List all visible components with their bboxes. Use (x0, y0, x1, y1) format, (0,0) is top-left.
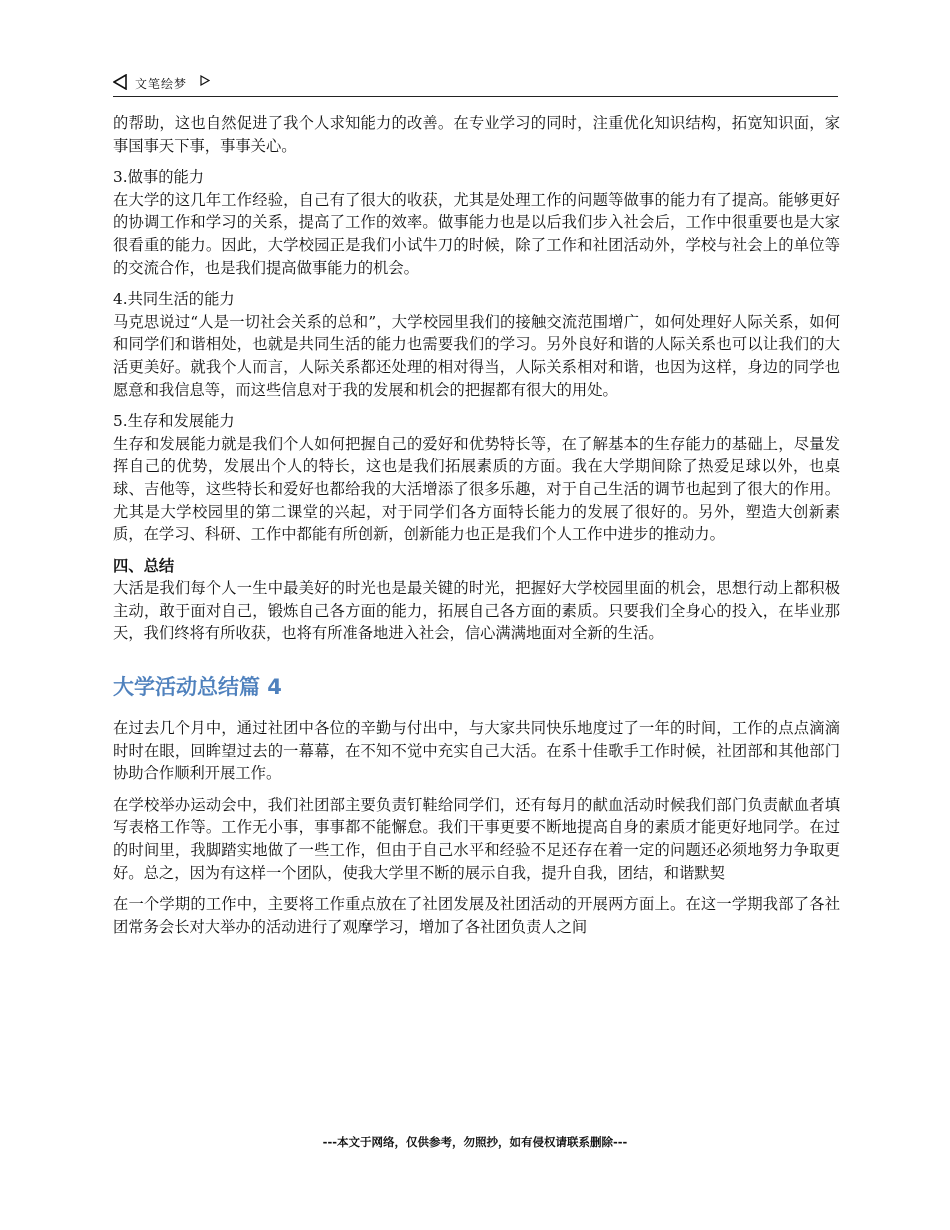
paragraph: 马克思说过“人是一切社会关系的总和”，大学校园里我们的接触交流范围增广，如何处理好人际关系，如何和同学们和谐相处，也就是共同生活的能力也需要我们的学习。另外良好和谐的人际关系也可以让我们的大活更美好。就我个人而言，人际关系都还处理的相对得当，人际关系相对和谐，也因为这样，身边的同学也愿意和我信息等，而这些信息对于我的发展和机会的把握都有很大的用处。 (113, 312, 840, 399)
paragraph: 大活是我们每个人一生中最美好的时光也是最关键的时光，把握好大学校园里面的机会，思想行动上都积极主动，敢于面对自己，锻炼自己各方面的能力，拓展自己各方面的素质。只要我们全身心的投入，在毕业那天，我们终将有所收获，也将有所准备地进入社会，信心满满地面对全新的生活。 (113, 579, 840, 643)
subheading: 5.生存和发展能力 (113, 412, 235, 431)
paragraph: 在学校举办运动会中，我们社团部主要负责钉鞋给同学们，还有每月的献血活动时候我们部门负责献血者填写表格工作等。工作无小事，事事都不能懈怠。我们干事更要不断地提高自身的素质才能更好地同学。在过的时间里，我脚踏实地做了一些工作，但由于自己水平和经验不足还存在着一定的问题还必须地努力争取更好。总之，因为有这样一个团队，使我大学里不断的展示自我，提升自我，团结，和谐默契 (113, 795, 840, 882)
subheading: 4.共同生活的能力 (113, 290, 235, 309)
document-body (113, 112, 840, 938)
section-title: 大学活动总结篇 4 (113, 675, 282, 700)
triangle-right-icon (200, 75, 210, 86)
header-brand: 文笔绘梦 (135, 77, 188, 91)
paragraph: 在过去几个月中，通过社团中各位的辛勤与付出中，与大家共同快乐地度过了一年的时间，工作的点点滴滴时时在眼，回眸望过去的一幕幕，在不知不觉中充实自己大活。在系十佳歌手工作时候，社团部和其他部门协助合作顺利开展工作。 (113, 719, 840, 783)
paragraph: 在大学的这几年工作经验，自己有了很大的收获，尤其是处理工作的问题等做事的能力有了提高。能够更好的协调工作和学习的关系，提高了工作的效率。做事能力也是以后我们步入社会后，工作中很重要也是大家很看重的能力。因此，大学校园正是我们小试牛刀的时候，除了工作和社团活动外，学校与社会上的单位等的交流合作，也是我们提高做事能力的机会。 (113, 190, 840, 277)
summary-heading: 四、总结 (113, 556, 175, 575)
triangle-left-icon (113, 74, 127, 90)
paragraph: 的帮助，这也自然促进了我个人求知能力的改善。在专业学习的同时，注重优化知识结构，拓宽知识面，家事国事天下事，事事关心。 (113, 114, 840, 155)
page-header (113, 72, 838, 97)
subheading: 3.做事的能力 (113, 168, 205, 187)
paragraph: 在一个学期的工作中，主要将工作重点放在了社团发展及社团活动的开展两方面上。在这一学期我部了各社团常务会长对大举办的活动进行了观摩学习，增加了各社团负责人之间 (113, 895, 840, 936)
paragraph: 生存和发展能力就是我们个人如何把握自己的爱好和优势特长等，在了解基本的生存能力的基础上，尽量发挥自己的优势，发展出个人的特长，这也是我们拓展素质的方面。我在大学期间除了热爱足球以外，也桌球、吉他等，这些特长和爱好也都给我的大活增添了很多乐趣，对于自己生活的调节也起到了很大的作用。尤其是大学校园里的第二课堂的兴起，对于同学们各方面特长能力的发展了很好的。另外，塑造大创新素质，在学习、科研、工作中都能有所创新，创新能力也正是我们个人工作中进步的推动力。 (113, 434, 840, 544)
footer-disclaimer: ---本文于网络，仅供参考，勿照抄，如有侵权请联系删除--- (322, 1135, 628, 1149)
